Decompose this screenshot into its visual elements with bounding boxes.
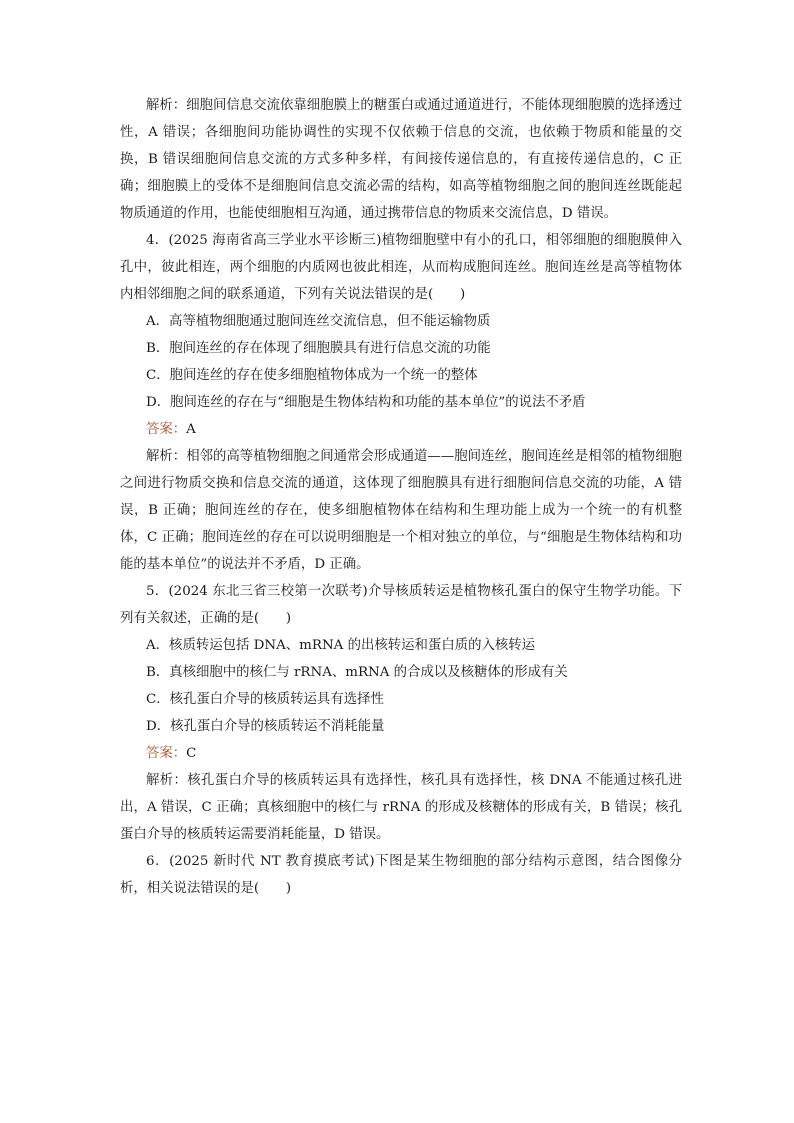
question-5-option-d: D．核孔蛋白介导的核质转运不消耗能量 (146, 719, 385, 734)
answer-label: 答案： (146, 422, 187, 437)
analysis-q3: 解析：细胞间信息交流依靠细胞膜上的糖蛋白或通过通道进行，不能体现细胞膜的选择透过性，A 错误；各细胞间功能协调性的实现不仅依赖于信息的交流，也依赖于物质和能量的交换，B 错误细胞间信息交流的方式多种多样，有间接传递信息的，有直接传递信息的，C 正确；细胞膜上的受体不是细胞间信息交流必需的结构，如高等植物细胞之间的胞间连丝既能起物质通道的作用，也能使细胞相互沟通，通过携带信息的物质来交流信息，D 错误。 (120, 98, 682, 221)
question-4-answer (120, 416, 682, 443)
question-4-option-a: A．高等植物细胞通过胞间连丝交流信息，但不能运输物质 (146, 314, 491, 329)
question-5-stem: 5．(2024 东北三省三校第一次联考)介导核质转运是植物核孔蛋白的保守生物学功能。下列有关叙述，正确的是( ) (120, 584, 682, 626)
question-4-option-b: B．胞间连丝的存在体现了细胞膜具有进行信息交流的功能 (146, 341, 491, 356)
question-6-stem: 6．(2025 新时代 NT 教育摸底考试)下图是某生物细胞的部分结构示意图，结合图像分析，相关说法错误的是( ) (120, 854, 682, 896)
answer-value: A (186, 422, 196, 437)
question-4-stem: 4．(2025 海南省高三学业水平诊断三)植物细胞壁中有小的孔口，相邻细胞的细胞膜伸入孔中，彼此相连，两个细胞的内质网也彼此相连，从而构成胞间连丝。胞间连丝是高等植物体内相邻细胞之间的联系通道，下列有关说法错误的是( ) (120, 233, 682, 302)
document-content (120, 92, 682, 902)
question-4-option-d: D．胞间连丝的存在与“细胞是生物体结构和功能的基本单位”的说法不矛盾 (146, 395, 586, 410)
question-5-answer (120, 740, 682, 767)
question-5-option-a: A．核质转运包括 DNA、mRNA 的出核转运和蛋白质的入核转运 (146, 638, 536, 653)
question-5-option-b: B．真核细胞中的核仁与 rRNA、mRNA 的合成以及核糖体的形成有关 (146, 665, 568, 680)
analysis-q4: 解析：相邻的高等植物细胞之间通常会形成通道——胞间连丝，胞间连丝是相邻的植物细胞之间进行物质交换和信息交流的通道，这体现了细胞膜具有进行细胞间信息交流的功能，A 错误，B 正确；胞间连丝的存在，使多细胞植物体在结构和生理功能上成为一个统一的有机整体，C 正确；胞间连丝的存在可以说明细胞是一个相对独立的单位，与“细胞是生物体结构和功能的基本单位”的说法并不矛盾，D 正确。 (120, 449, 682, 572)
question-4-option-c: C．胞间连丝的存在使多细胞植物体成为一个统一的整体 (146, 368, 478, 383)
question-5-option-c: C．核孔蛋白介导的核质转运具有选择性 (146, 692, 384, 707)
answer-value: C (186, 746, 197, 761)
analysis-q5: 解析：核孔蛋白介导的核质转运具有选择性，核孔具有选择性，核 DNA 不能通过核孔进出，A 错误，C 正确；真核细胞中的核仁与 rRNA 的形成及核糖体的形成有关，B 错误；核孔蛋白介导的核质转运需要消耗能量，D 错误。 (120, 773, 682, 842)
answer-label: 答案： (146, 746, 187, 761)
